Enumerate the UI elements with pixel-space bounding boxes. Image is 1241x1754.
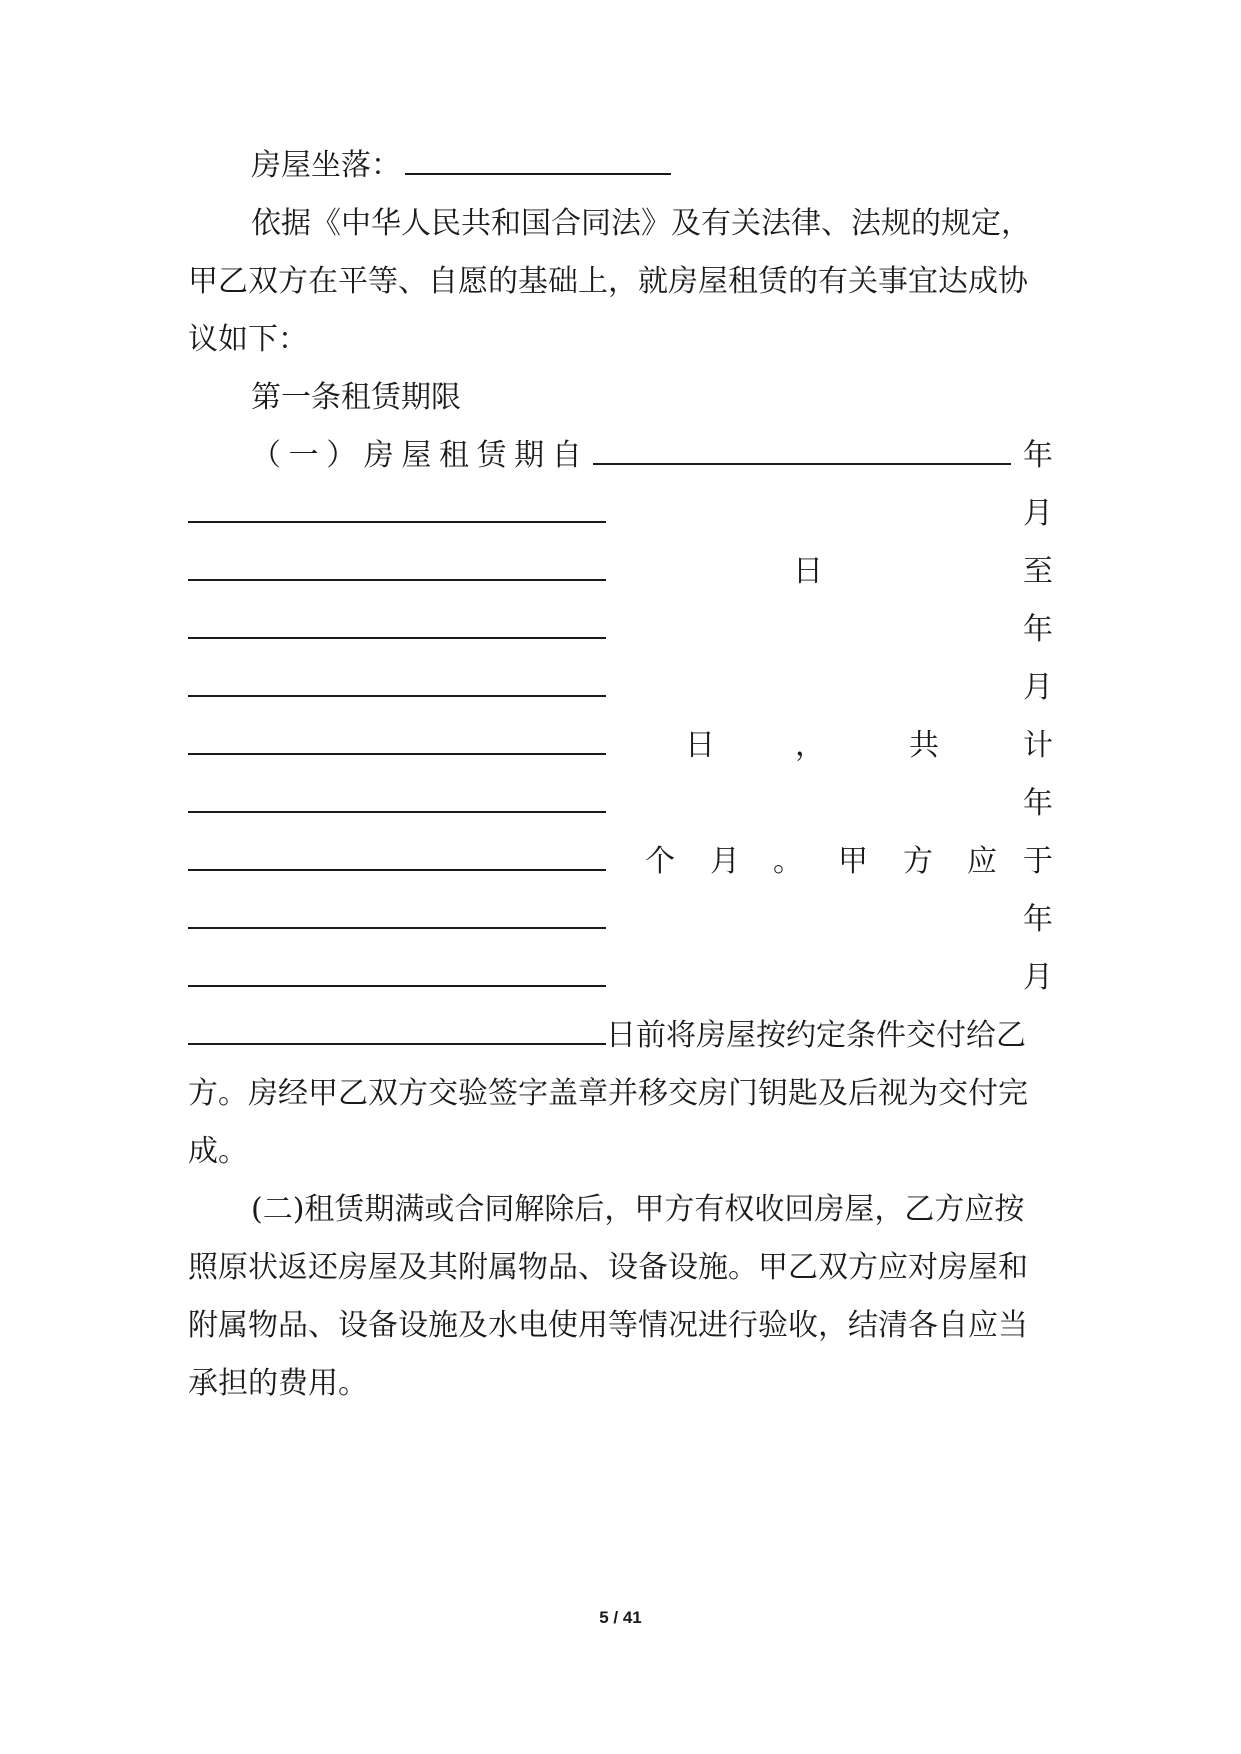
clause1-row-5 xyxy=(188,662,1053,714)
start-day-blank xyxy=(188,549,606,581)
clause1-row8-word: 月 xyxy=(710,844,740,879)
clause1-row2-end: 月 xyxy=(1023,496,1053,531)
clause1-row8-word: 个 xyxy=(645,844,675,879)
start-year-blank xyxy=(593,433,1011,465)
clause1-row-6 xyxy=(188,720,1053,772)
page-number: 5 / 41 xyxy=(599,1608,642,1627)
clause2-line-3: 附属物品、设备设施及水电使用等情况进行验收，结清各自应当 xyxy=(188,1308,1028,1343)
clause1-row-12: 方。房经甲乙双方交验签字盖章并移交房门钥匙及后视为交付完 xyxy=(188,1076,1028,1111)
clause1-row-11 xyxy=(188,1010,1053,1062)
handover-year-blank xyxy=(188,897,606,929)
clause1-prefix-char: ） xyxy=(326,438,357,473)
total-months-blank xyxy=(188,839,606,871)
end-month-blank xyxy=(188,665,606,697)
clause1-row6-word: 计 xyxy=(1023,728,1053,763)
article1-title: 第一条租赁期限 xyxy=(251,380,461,415)
clause1-prefix-char: （ xyxy=(251,438,281,473)
clause1-prefix-char: 房 xyxy=(363,438,394,473)
clause1-row-8 xyxy=(188,836,1053,888)
intro-line-3: 议如下： xyxy=(188,322,308,357)
clause1-prefix-char: 赁 xyxy=(476,438,507,473)
handover-day-blank xyxy=(188,1013,606,1045)
clause1-row9-end: 年 xyxy=(1023,902,1053,937)
location-label: 房屋坐落： xyxy=(251,148,401,183)
clause1-row8-word: 甲 xyxy=(838,844,868,879)
total-years-blank xyxy=(188,781,606,813)
clause1-prefix-char: 屋 xyxy=(401,438,432,473)
clause1-row-7 xyxy=(188,778,1053,830)
intro-line-2: 甲乙双方在平等、自愿的基础上，就房屋租赁的有关事宜达成协 xyxy=(188,264,1028,299)
clause1-row3-end: 至 xyxy=(1023,554,1053,589)
clause1-prefix-char: 自 xyxy=(551,438,582,473)
clause2-line-2: 照原状返还房屋及其附属物品、设备设施。甲乙双方应对房屋和 xyxy=(188,1250,1028,1285)
clause1-row-4 xyxy=(188,604,1053,656)
end-day-blank xyxy=(188,723,606,755)
start-month-blank xyxy=(188,491,606,523)
location-blank xyxy=(405,143,671,175)
clause1-row-9 xyxy=(188,894,1053,946)
handover-month-blank xyxy=(188,955,606,987)
clause1-row7-end: 年 xyxy=(1023,786,1053,821)
clause1-prefix-char: 租 xyxy=(438,438,469,473)
clause1-row11-text: 日前将房屋按约定条件交付给乙 xyxy=(606,1018,1026,1053)
clause1-row1-end: 年 xyxy=(1022,438,1053,473)
clause1-row-1 xyxy=(188,430,1053,482)
clause1-row3-mid: 日 xyxy=(793,554,823,589)
clause1-row5-end: 月 xyxy=(1023,670,1053,705)
clause1-row6-word: ， xyxy=(795,728,825,763)
clause1-row8-word: 方 xyxy=(903,844,933,879)
clause1-row8-word: 。 xyxy=(773,844,803,879)
clause1-row-13: 成。 xyxy=(188,1134,248,1169)
clause1-row4-end: 年 xyxy=(1023,612,1053,647)
clause1-prefix-char: 期 xyxy=(514,438,545,473)
clause1-row10-end: 月 xyxy=(1023,960,1053,995)
clause1-row-10 xyxy=(188,952,1053,1004)
clause1-row-2 xyxy=(188,488,1053,540)
clause1-prefix-char: 一 xyxy=(288,438,319,473)
clause2-line-1: (二)租赁期满或合同解除后，甲方有权收回房屋，乙方应按 xyxy=(251,1192,1025,1227)
location-line xyxy=(188,140,1053,192)
clause1-row8-word: 于 xyxy=(1023,844,1053,879)
clause1-row6-word: 日 xyxy=(685,728,715,763)
intro-line-1: 依据《中华人民共和国合同法》及有关法律、法规的规定， xyxy=(251,206,1031,241)
end-year-blank xyxy=(188,607,606,639)
clause1-row8-word: 应 xyxy=(967,844,997,879)
clause1-row6-word: 共 xyxy=(909,728,939,763)
clause1-row-3 xyxy=(188,546,1053,598)
clause2-line-4: 承担的费用。 xyxy=(188,1366,368,1401)
